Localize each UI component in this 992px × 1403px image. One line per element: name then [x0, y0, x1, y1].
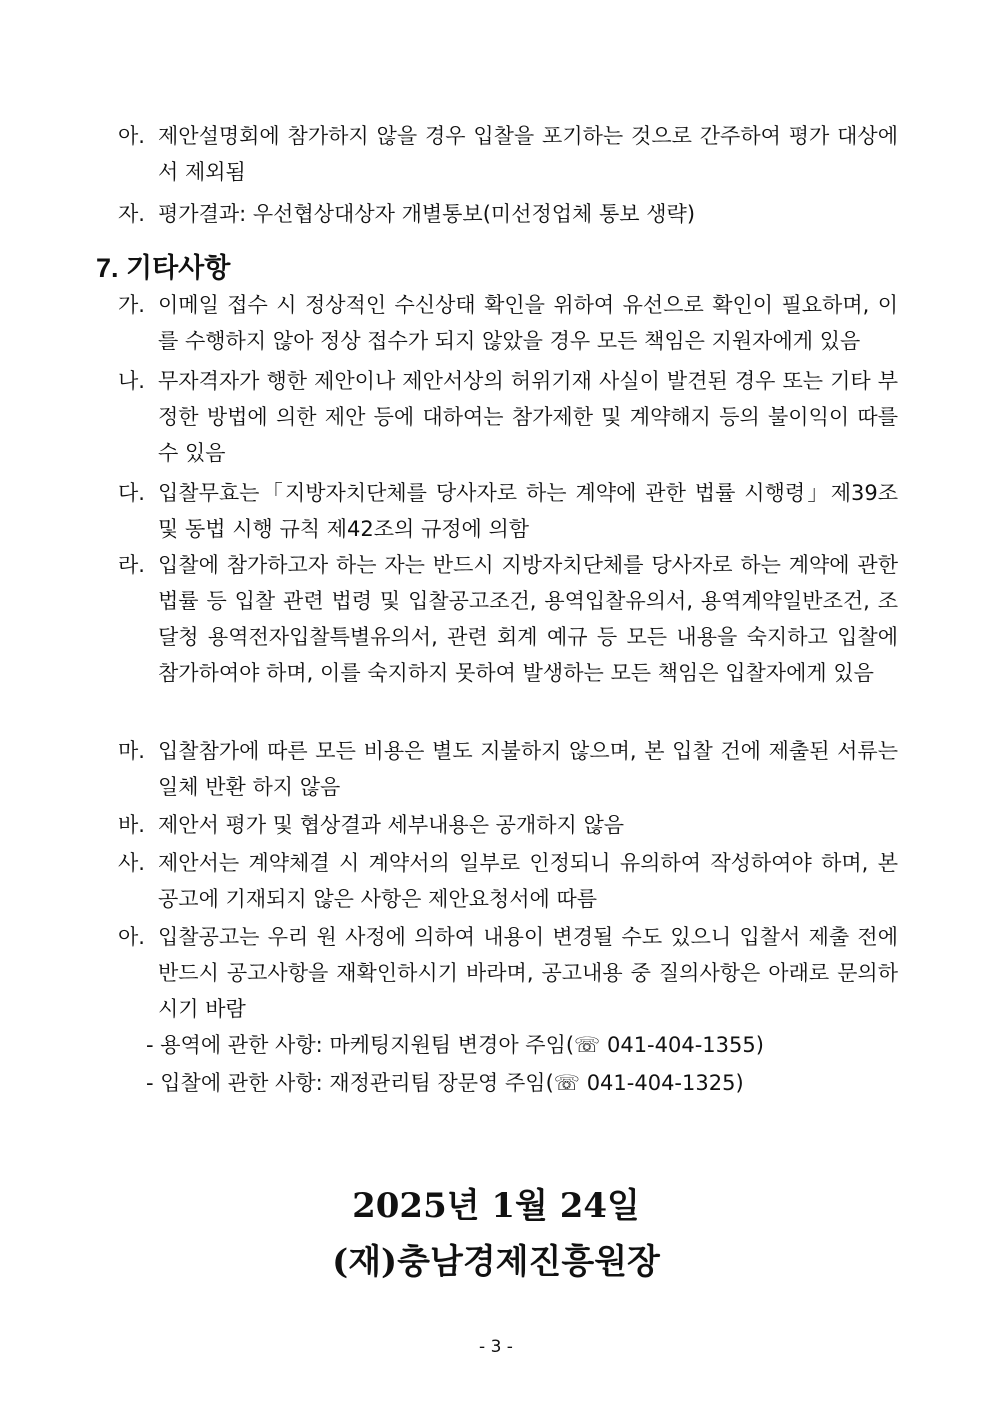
- issuer-organization: (재)충남경제진흥원장: [332, 1242, 660, 1282]
- list-item: [118, 475, 898, 547]
- item-marker: 바.: [118, 813, 145, 837]
- item-text: 입찰공고는 우리 원 사정에 의하여 내용이 변경될 수도 있으니 입찰서 제출 전에 반드시 공고사항을 재확인하시기 바라며, 공고내용 중 질의사항은 아래로 문의하시기 바람: [158, 925, 898, 1021]
- section-heading: 7. 기타사항: [96, 253, 231, 283]
- list-item: [118, 363, 898, 471]
- item-text: 입찰무효는「지방자치단체를 당사자로 하는 계약에 관한 법률 시행령」제39조 및 동법 시행 규칙 제42조의 규정에 의함: [158, 481, 898, 541]
- page-number: - 3 -: [479, 1337, 513, 1357]
- item-marker: 자.: [118, 202, 145, 226]
- list-item: [118, 807, 898, 843]
- item-marker: 가.: [118, 293, 145, 317]
- contact-bidding: - 입찰에 관한 사항: 재정관리팀 장문영 주임(☏ 041-404-1325): [146, 1071, 744, 1095]
- item-text: 입찰에 참가하고자 하는 자는 반드시 지방자치단체를 당사자로 하는 계약에 관한 법률 등 입찰 관련 법령 및 입찰공고조건, 용역입찰유의서, 용역계약일반조건, 조달청 용역전자입찰특별유의서, 관련 회계 예규 등 모든 내용을 숙지하고 입찰에 참가하여야 하며, 이를 숙지하지 못하여 발생하는 모든 책임은 입찰자에게 있음: [158, 553, 898, 685]
- list-item: [118, 919, 898, 1027]
- list-item: [118, 547, 898, 691]
- item-text: 입찰참가에 따른 모든 비용은 별도 지불하지 않으며, 본 입찰 건에 제출된 서류는 일체 반환 하지 않음: [158, 739, 898, 799]
- item-marker: 라.: [118, 553, 145, 577]
- item-marker: 마.: [118, 739, 145, 763]
- list-item: [118, 733, 898, 805]
- list-item: [118, 845, 898, 917]
- item-marker: 나.: [118, 369, 145, 393]
- item-marker: 사.: [118, 851, 145, 875]
- item-marker: 다.: [118, 481, 145, 505]
- list-item: [118, 287, 898, 359]
- item-text: 제안서 평가 및 협상결과 세부내용은 공개하지 않음: [158, 813, 625, 837]
- item-text: 무자격자가 행한 제안이나 제안서상의 허위기재 사실이 발견된 경우 또는 기타 부정한 방법에 의한 제안 등에 대하여는 참가제한 및 계약해지 등의 불이익이 따를 수 있음: [158, 369, 898, 465]
- contact-service: - 용역에 관한 사항: 마케팅지원팀 변경아 주임(☏ 041-404-1355): [146, 1033, 764, 1057]
- item-text: 제안설명회에 참가하지 않을 경우 입찰을 포기하는 것으로 간주하여 평가 대상에서 제외됨: [158, 124, 898, 184]
- item-marker: 아.: [118, 124, 145, 148]
- list-item: [118, 196, 898, 232]
- item-text: 이메일 접수 시 정상적인 수신상태 확인을 위하여 유선으로 확인이 필요하며, 이를 수행하지 않아 정상 접수가 되지 않았을 경우 모든 책임은 지원자에게 있음: [158, 293, 898, 353]
- list-item: [118, 118, 898, 190]
- item-text: 제안서는 계약체결 시 계약서의 일부로 인정되니 유의하여 작성하여야 하며, 본 공고에 기재되지 않은 사항은 제안요청서에 따름: [158, 851, 898, 911]
- announcement-date: 2025년 1월 24일: [352, 1186, 640, 1226]
- item-marker: 아.: [118, 925, 145, 949]
- item-text: 평가결과: 우선협상대상자 개별통보(미선정업체 통보 생략): [158, 202, 696, 226]
